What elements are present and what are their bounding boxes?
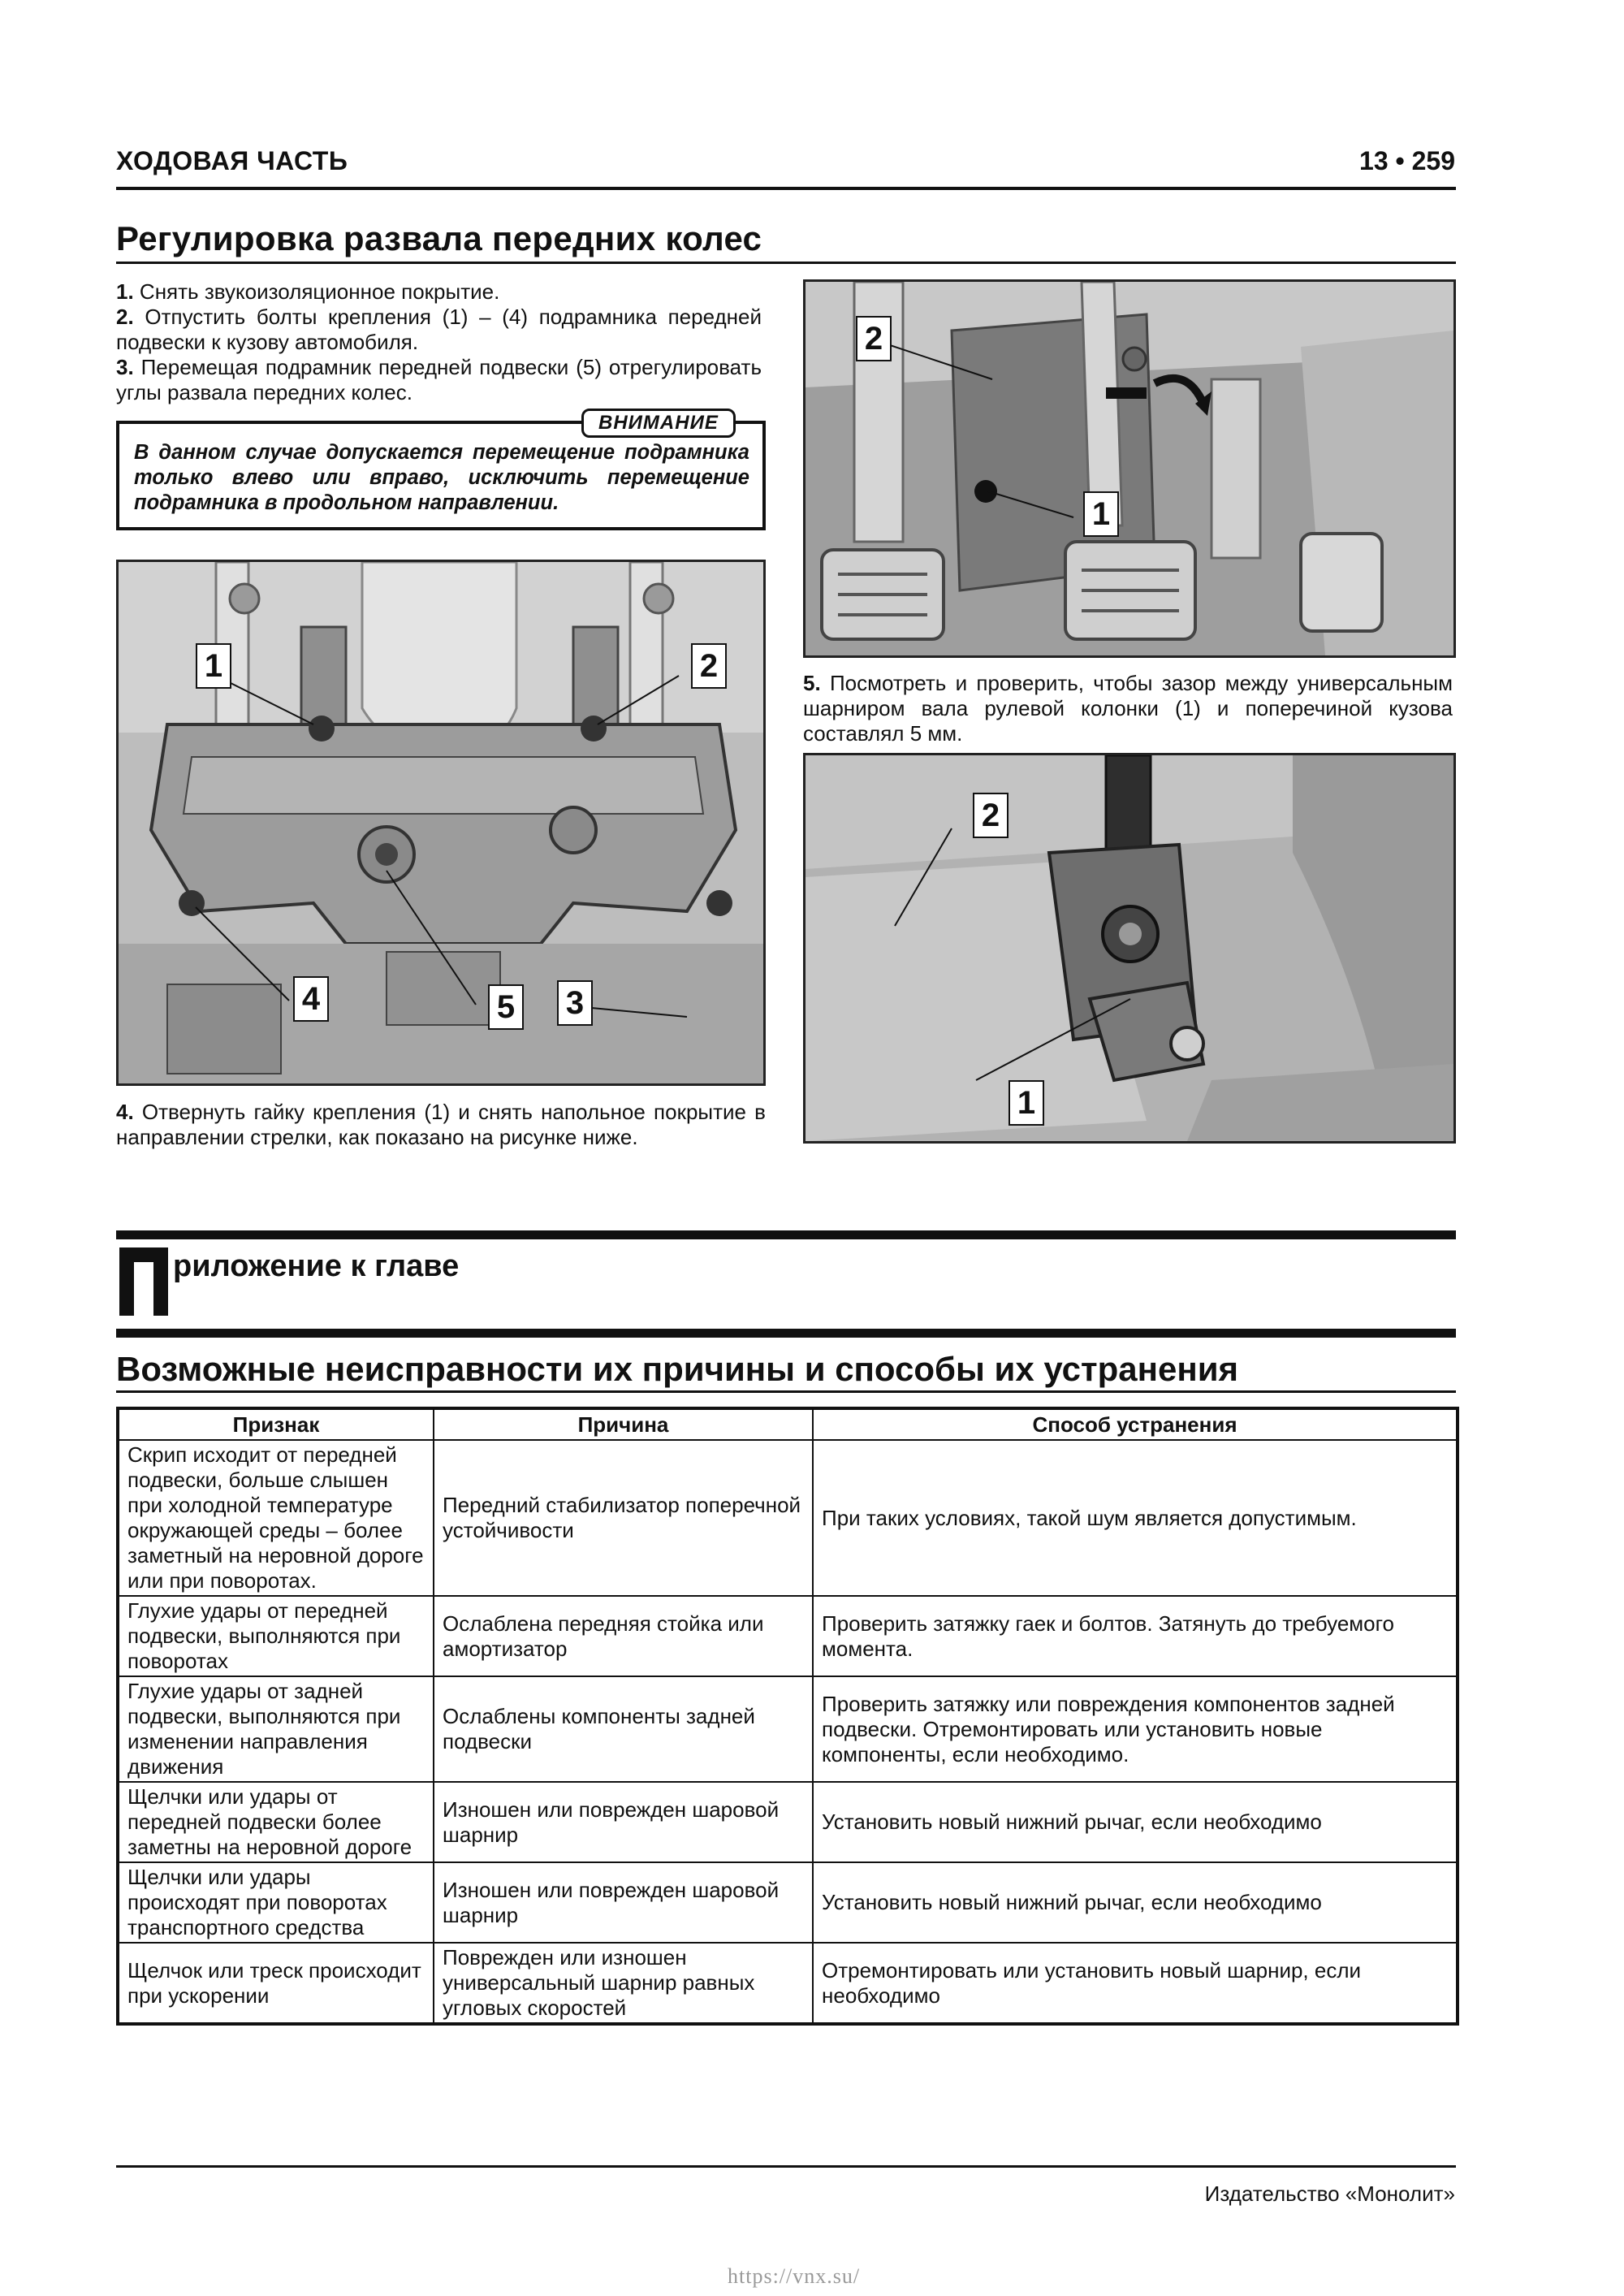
table-row — [118, 1676, 1458, 1782]
step-item — [116, 355, 762, 405]
table-cell: Щелчки или удары от передней подвески более заметны на неровной дороге — [118, 1782, 434, 1862]
footer-rule — [116, 2165, 1456, 2168]
table-row — [118, 1596, 1458, 1676]
table-cell: Ослаблена передняя стойка или амортизатор — [434, 1596, 813, 1676]
table-row — [118, 1782, 1458, 1862]
pedals-illustration — [806, 282, 1453, 655]
step-number: 5. — [803, 671, 821, 695]
watermark: https://vnx.su/ — [728, 2264, 861, 2288]
running-title: ХОДОВАЯ ЧАСТЬ — [116, 146, 348, 175]
column-header: Способ устранения — [813, 1408, 1458, 1440]
appendix-initial — [116, 1244, 171, 1317]
table-title: Возможные неисправности их причины и способы их устранения — [116, 1350, 1239, 1388]
table-cell: Проверить затяжку гаек и болтов. Затянуть до требуемого момента. — [813, 1596, 1458, 1676]
warning-text: В данном случае допускается перемещение подрамника только влево или вправо, исключить перемещение подрамника в продольном направлении. — [134, 441, 749, 514]
table-cell: При таких условиях, такой шум является допустимым. — [813, 1440, 1458, 1596]
step-item — [116, 305, 762, 355]
section-rule — [116, 262, 1456, 264]
step-text: Снять звукоизоляционное покрытие. — [139, 279, 500, 304]
column-header: Причина — [434, 1408, 813, 1440]
table-cell: Установить новый нижний рычаг, если необходимо — [813, 1862, 1458, 1943]
column-header: Признак — [118, 1408, 434, 1440]
table-row — [118, 1943, 1458, 2024]
table-cell: Скрип исходит от передней подвески, больше слышен при холодной температуре окружающей среды – более заметный на неровной дороге или при поворотах. — [118, 1440, 434, 1596]
step-text: Отпустить болты крепления (1) – (4) подрамника передней подвески к кузову автомобиля. — [116, 305, 762, 354]
page-number: 13 • 259 — [1359, 146, 1455, 175]
step-number: 4. — [116, 1100, 134, 1124]
figure-callout: 3 — [557, 980, 593, 1026]
troubleshooting-table — [116, 1407, 1459, 2026]
table-cell: Глухие удары от передней подвески, выполняются при поворотах — [118, 1596, 434, 1676]
appendix-rule — [116, 1329, 1456, 1338]
table-cell: Отремонтировать или установить новый шарнир, если необходимо — [813, 1943, 1458, 2024]
figure-callout: 1 — [1009, 1080, 1044, 1126]
table-cell: Ослаблены компоненты задней подвески — [434, 1676, 813, 1782]
header-rule — [116, 187, 1456, 190]
table-row — [118, 1862, 1458, 1943]
table-cell: Установить новый нижний рычаг, если необходимо — [813, 1782, 1458, 1862]
step-text: Посмотреть и проверить, чтобы зазор между универсальным шарниром вала рулевой колонки (1) и поперечиной кузова составлял 5 мм. — [803, 671, 1453, 746]
table-cell: Щелчки или удары происходят при поворотах транспортного средства — [118, 1862, 434, 1943]
table-cell: Глухие удары от задней подвески, выполняются при изменении направления движения — [118, 1676, 434, 1782]
step-item — [116, 1100, 766, 1150]
figure-callout: 5 — [488, 984, 524, 1030]
pedals-photo — [803, 279, 1456, 658]
figure-callout: 2 — [973, 793, 1009, 838]
section-title: Регулировка развала передних колес — [116, 219, 762, 257]
appendix-rule — [116, 1230, 1456, 1239]
steering-joint-photo — [803, 753, 1456, 1144]
step-number: 3. — [116, 355, 134, 379]
publisher-name: Издательство «Монолит» — [1204, 2181, 1455, 2206]
figure-callout: 4 — [293, 976, 329, 1022]
step-number: 2. — [116, 305, 134, 329]
figure-callout: 1 — [1083, 491, 1119, 537]
subframe-illustration — [119, 562, 763, 1083]
steps-list — [116, 279, 762, 405]
table-cell: Щелчок или треск происходит при ускорении — [118, 1943, 434, 2024]
table-cell: Проверить затяжку или повреждения компонентов задней подвески. Отремонтировать или установить новые компоненты, если необходимо. — [813, 1676, 1458, 1782]
figure-callout: 2 — [691, 643, 727, 689]
table-header-row — [118, 1408, 1458, 1440]
table-cell: Передний стабилизатор поперечной устойчивости — [434, 1440, 813, 1596]
step-item — [803, 671, 1453, 746]
steering-joint-illustration — [806, 755, 1453, 1141]
table-cell: Изношен или поврежден шаровой шарнир — [434, 1782, 813, 1862]
subframe-photo — [116, 560, 766, 1086]
figure-callout: 1 — [196, 643, 231, 689]
table-row — [118, 1440, 1458, 1596]
step-item — [116, 279, 762, 305]
step-text: Отвернуть гайку крепления (1) и снять напольное покрытие в направлении стрелки, как показано на рисунке ниже. — [116, 1100, 766, 1149]
step-number: 1. — [116, 279, 134, 304]
appendix-title: риложение к главе — [173, 1249, 460, 1283]
warning-label: ВНИМАНИЕ — [581, 409, 736, 438]
figure-callout: 2 — [856, 316, 892, 361]
table-title-rule — [116, 1390, 1456, 1393]
table-cell: Изношен или поврежден шаровой шарнир — [434, 1862, 813, 1943]
step-text: Перемещая подрамник передней подвески (5) отрегулировать углы развала передних колес. — [116, 355, 762, 404]
table-cell: Поврежден или изношен универсальный шарнир равных угловых скоростей — [434, 1943, 813, 2024]
